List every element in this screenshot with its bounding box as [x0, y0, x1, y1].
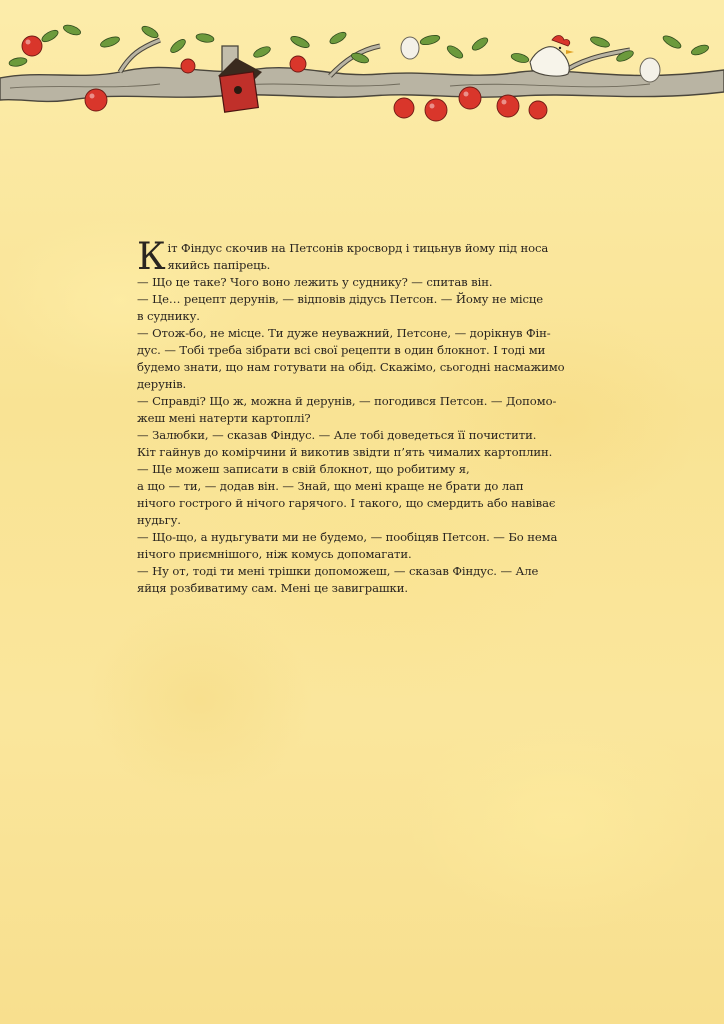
apple-branch-illustration	[0, 0, 724, 135]
apple-icon	[529, 101, 547, 119]
story-line: — Справді? Що ж, можна й дерунів, — погодився Петсон. — Допомо-	[137, 394, 557, 408]
story-line: — Що-що, а нудьгувати ми не будемо, — пообіцяв Петсон. — Бо нема	[137, 530, 558, 544]
apple-icon	[459, 87, 481, 109]
apple-icon	[394, 98, 414, 118]
story-line: а що — ти, — додав він. — Знай, що мені краще не брати до лап	[137, 479, 524, 493]
hen-icon	[530, 36, 574, 77]
story-line: — Залюбки, — сказав Фіндус. — Але тобі доведеться її почистити.	[137, 428, 537, 442]
story-line: нічого приємнішого, ніж комусь допомагати.	[137, 547, 412, 561]
story-line: яйця розбиватиму сам. Мені це завиграшки.	[137, 581, 408, 595]
leaves	[8, 23, 709, 67]
story-line: Кіт гайнув до комірчини й викотив звідти п’ять чималих картоплин.	[137, 445, 553, 459]
drop-cap: К	[137, 235, 166, 278]
apple-icon	[181, 59, 195, 73]
apple-icon	[425, 99, 447, 121]
story-line: нічого гострого й нічого гарячого. І такого, що смердить або навіває	[137, 496, 556, 510]
apple-icon	[497, 95, 519, 117]
story-line: нудьгу.	[137, 513, 181, 527]
apple-icon	[22, 36, 42, 56]
apple-icon	[85, 89, 107, 111]
story-line: — Отож-бо, не місце. Ти дуже неуважний, Петсоне, — дорікнув Фін-	[137, 326, 551, 340]
branch-icon	[0, 40, 724, 101]
story-line: якийсь папірець.	[167, 258, 271, 272]
story-line: — Ще можеш записати в свій блокнот, що робитиму я,	[137, 462, 470, 476]
story-line: іт Фіндус скочив на Петсонів кросворд і тицьнув йому під носа	[167, 241, 549, 255]
story-line: — Ну от, тоді ти мені трішки допоможеш, — сказав Фіндус. — Але	[137, 564, 539, 578]
story-line: дус. — Тобі треба зібрати всі свої рецепти в один блокнот. І тоді ми	[137, 343, 546, 357]
story-line: — Це… рецепт дерунів, — відповів дідусь Петсон. — Йому не місце	[137, 292, 543, 306]
story-line: — Що це таке? Чого воно лежить у суднику? — спитав він.	[137, 275, 493, 289]
story-line: будемо знати, що нам готувати на обід. Скажімо, сьогодні насмажимо	[137, 360, 565, 374]
story-line: дерунів.	[137, 377, 187, 391]
story-line: в суднику.	[137, 309, 200, 323]
story-text	[137, 235, 582, 597]
story-line: жеш мені натерти картоплі?	[137, 411, 311, 425]
apple-icon	[290, 56, 306, 72]
